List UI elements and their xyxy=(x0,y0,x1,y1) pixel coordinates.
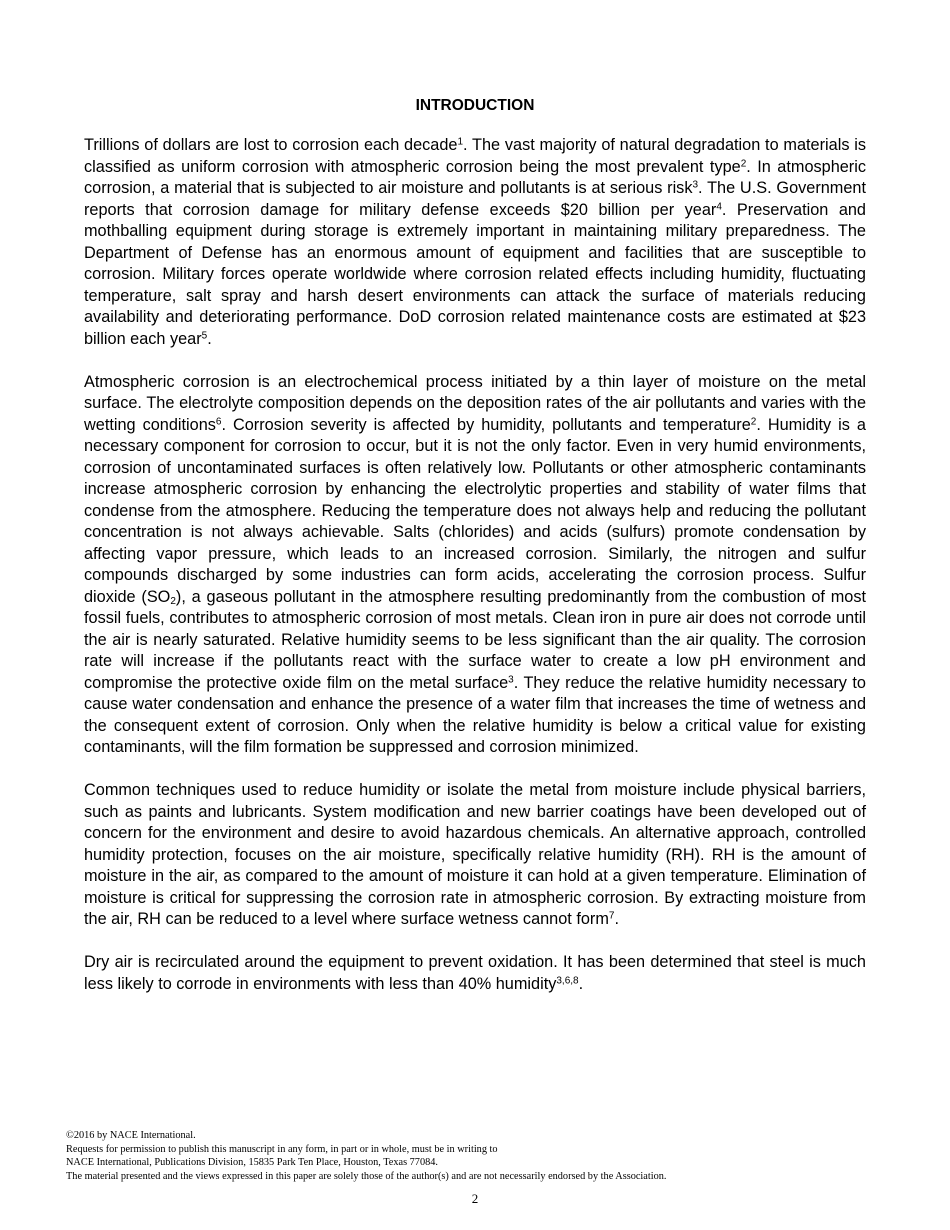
reference-marker: 5 xyxy=(201,330,208,341)
text-segment: Trillions of dollars are lost to corrosion each decade xyxy=(84,136,458,154)
reference-marker: 3,6,8 xyxy=(556,975,579,986)
reference-marker: 7 xyxy=(608,910,615,922)
text-segment: . The vast majority of natural degradation to materials is classified as uniform corrosion with atmospheric corrosion being the most prevalent type xyxy=(84,136,867,176)
copyright-line: ©2016 by NACE International. xyxy=(66,1130,196,1141)
text-segment: . The U.S. Government reports that corrosion damage for military defense exceeds $20 billion per year xyxy=(84,179,866,219)
reference-marker: 2 xyxy=(750,416,757,427)
paragraph-2 xyxy=(84,372,866,759)
reference-marker: 3 xyxy=(508,674,514,685)
text-segment: . xyxy=(578,974,584,993)
page-number: 2 xyxy=(471,1191,479,1206)
text-segment: . Preservation and mothballing equipment during storage is extremely important in maintaining military preparedness. The Department of Defense has an enormous amount of equipment and facilities that are susceptible to corrosion. Military forces operate worldwide where corrosion related effects including humidity, fluctuating temperature, salt spray and harsh desert environments can attack the surface of materials reducing availability and deteriorating performance. DoD corrosion related maintenance costs are estimated at $23 billion each year xyxy=(84,200,866,348)
text-segment: Atmospheric corrosion is an electrochemical process initiated by a thin layer of moisture on the metal surface. The electrolyte composition depends on the deposition rates of the air pollutants and varies with the wetting conditions xyxy=(84,372,866,434)
disclaimer-line: The material presented and the views expressed in this paper are solely those of the author(s) and are not necessarily endorsed by the Association. xyxy=(66,1170,667,1182)
text-segment: Common techniques used to reduce humidity or isolate the metal from moisture include physical barriers, such as paints and lubricants. System modification and new barrier coatings have been developed out of concern for the environment and desire to avoid hazardous chemicals. An alternative approach, controlled humidity protection, focuses on the air moisture, specifically relative humidity (RH). RH is the amount of moisture in the air, as compared to the amount of moisture it can hold at a given temperature. Elimination of moisture is critical for suppressing the corrosion rate in atmospheric corrosion. By extracting moisture from the air, RH can be reduced to a level where surface wetness cannot form xyxy=(84,781,866,928)
paragraph-4 xyxy=(84,952,866,995)
text-segment: . xyxy=(207,329,212,348)
permission-line: Requests for permission to publish this manuscript in any form, in part or in whole, must be in writing to xyxy=(66,1143,498,1155)
section-heading: INTRODUCTION xyxy=(415,97,535,114)
copyright-footer xyxy=(66,1129,916,1183)
text-segment: . Corrosion severity is affected by humidity, pollutants and temperature xyxy=(221,415,751,434)
reference-marker: 4 xyxy=(716,201,722,212)
body-text xyxy=(84,135,866,1017)
text-segment: . Humidity is a necessary component for corrosion to occur, but it is not the only factor. Even in very humid environments, corrosion of uncontaminated surfaces is often relatively low. Pollutants or other atmospheric contaminants increase atmospheric corrosion by enhancing the electrolytic properties and stability of water films that condense from the atmosphere. Reducing the temperature does not always help and reducing the pollutant concentration is not always achievable. Salts (chlorides) and acids (sulfurs) promote condensation by affecting vapor pressure, which leads to an increased corrosion. Similarly, the nitrogen and sulfur compounds discharged by some industries can form acids, accelerating the corrosion process. Sulfur dioxide (SO xyxy=(84,415,866,606)
text-segment: . They reduce the relative humidity necessary to cause water condensation and enhance the presence of a water film that increases the time of wetness and the consequent extent of corrosion. Only when the relative humidity is below a critical value for existing contaminants, will the film formation be suppressed and corrosion minimized. xyxy=(84,673,866,756)
text-segment: . xyxy=(614,910,619,928)
paragraph-1 xyxy=(84,135,866,350)
chemical-subscript: 2 xyxy=(170,595,176,607)
address-line: NACE International, Publications Division, 15835 Park Ten Place, Houston, Texas 77084. xyxy=(66,1157,438,1169)
text-segment: . In atmospheric corrosion, a material that is subjected to air moisture and pollutants is at serious risk xyxy=(84,157,866,197)
reference-marker: 6 xyxy=(215,416,222,427)
paragraph-3 xyxy=(84,780,866,931)
text-segment: Dry air is recirculated around the equipment to prevent oxidation. It has been determined that steel is much less likely to corrode in environments with less than 40% humidity xyxy=(84,953,866,993)
reference-marker: 1 xyxy=(457,136,464,148)
text-segment: ), a gaseous pollutant in the atmosphere resulting predominantly from the combustion of most fossil fuels, contributes to atmospheric corrosion of most metals. Clean iron in pure air does not corrode until the air is nearly saturated. Relative humidity seems to be less significant than the air quality. The corrosion rate will increase if the pollutants react with the surface water to create a low pH environment and compromise the protective oxide film on the metal surface xyxy=(84,587,866,692)
reference-marker: 3 xyxy=(692,179,699,191)
reference-marker: 2 xyxy=(740,158,747,169)
